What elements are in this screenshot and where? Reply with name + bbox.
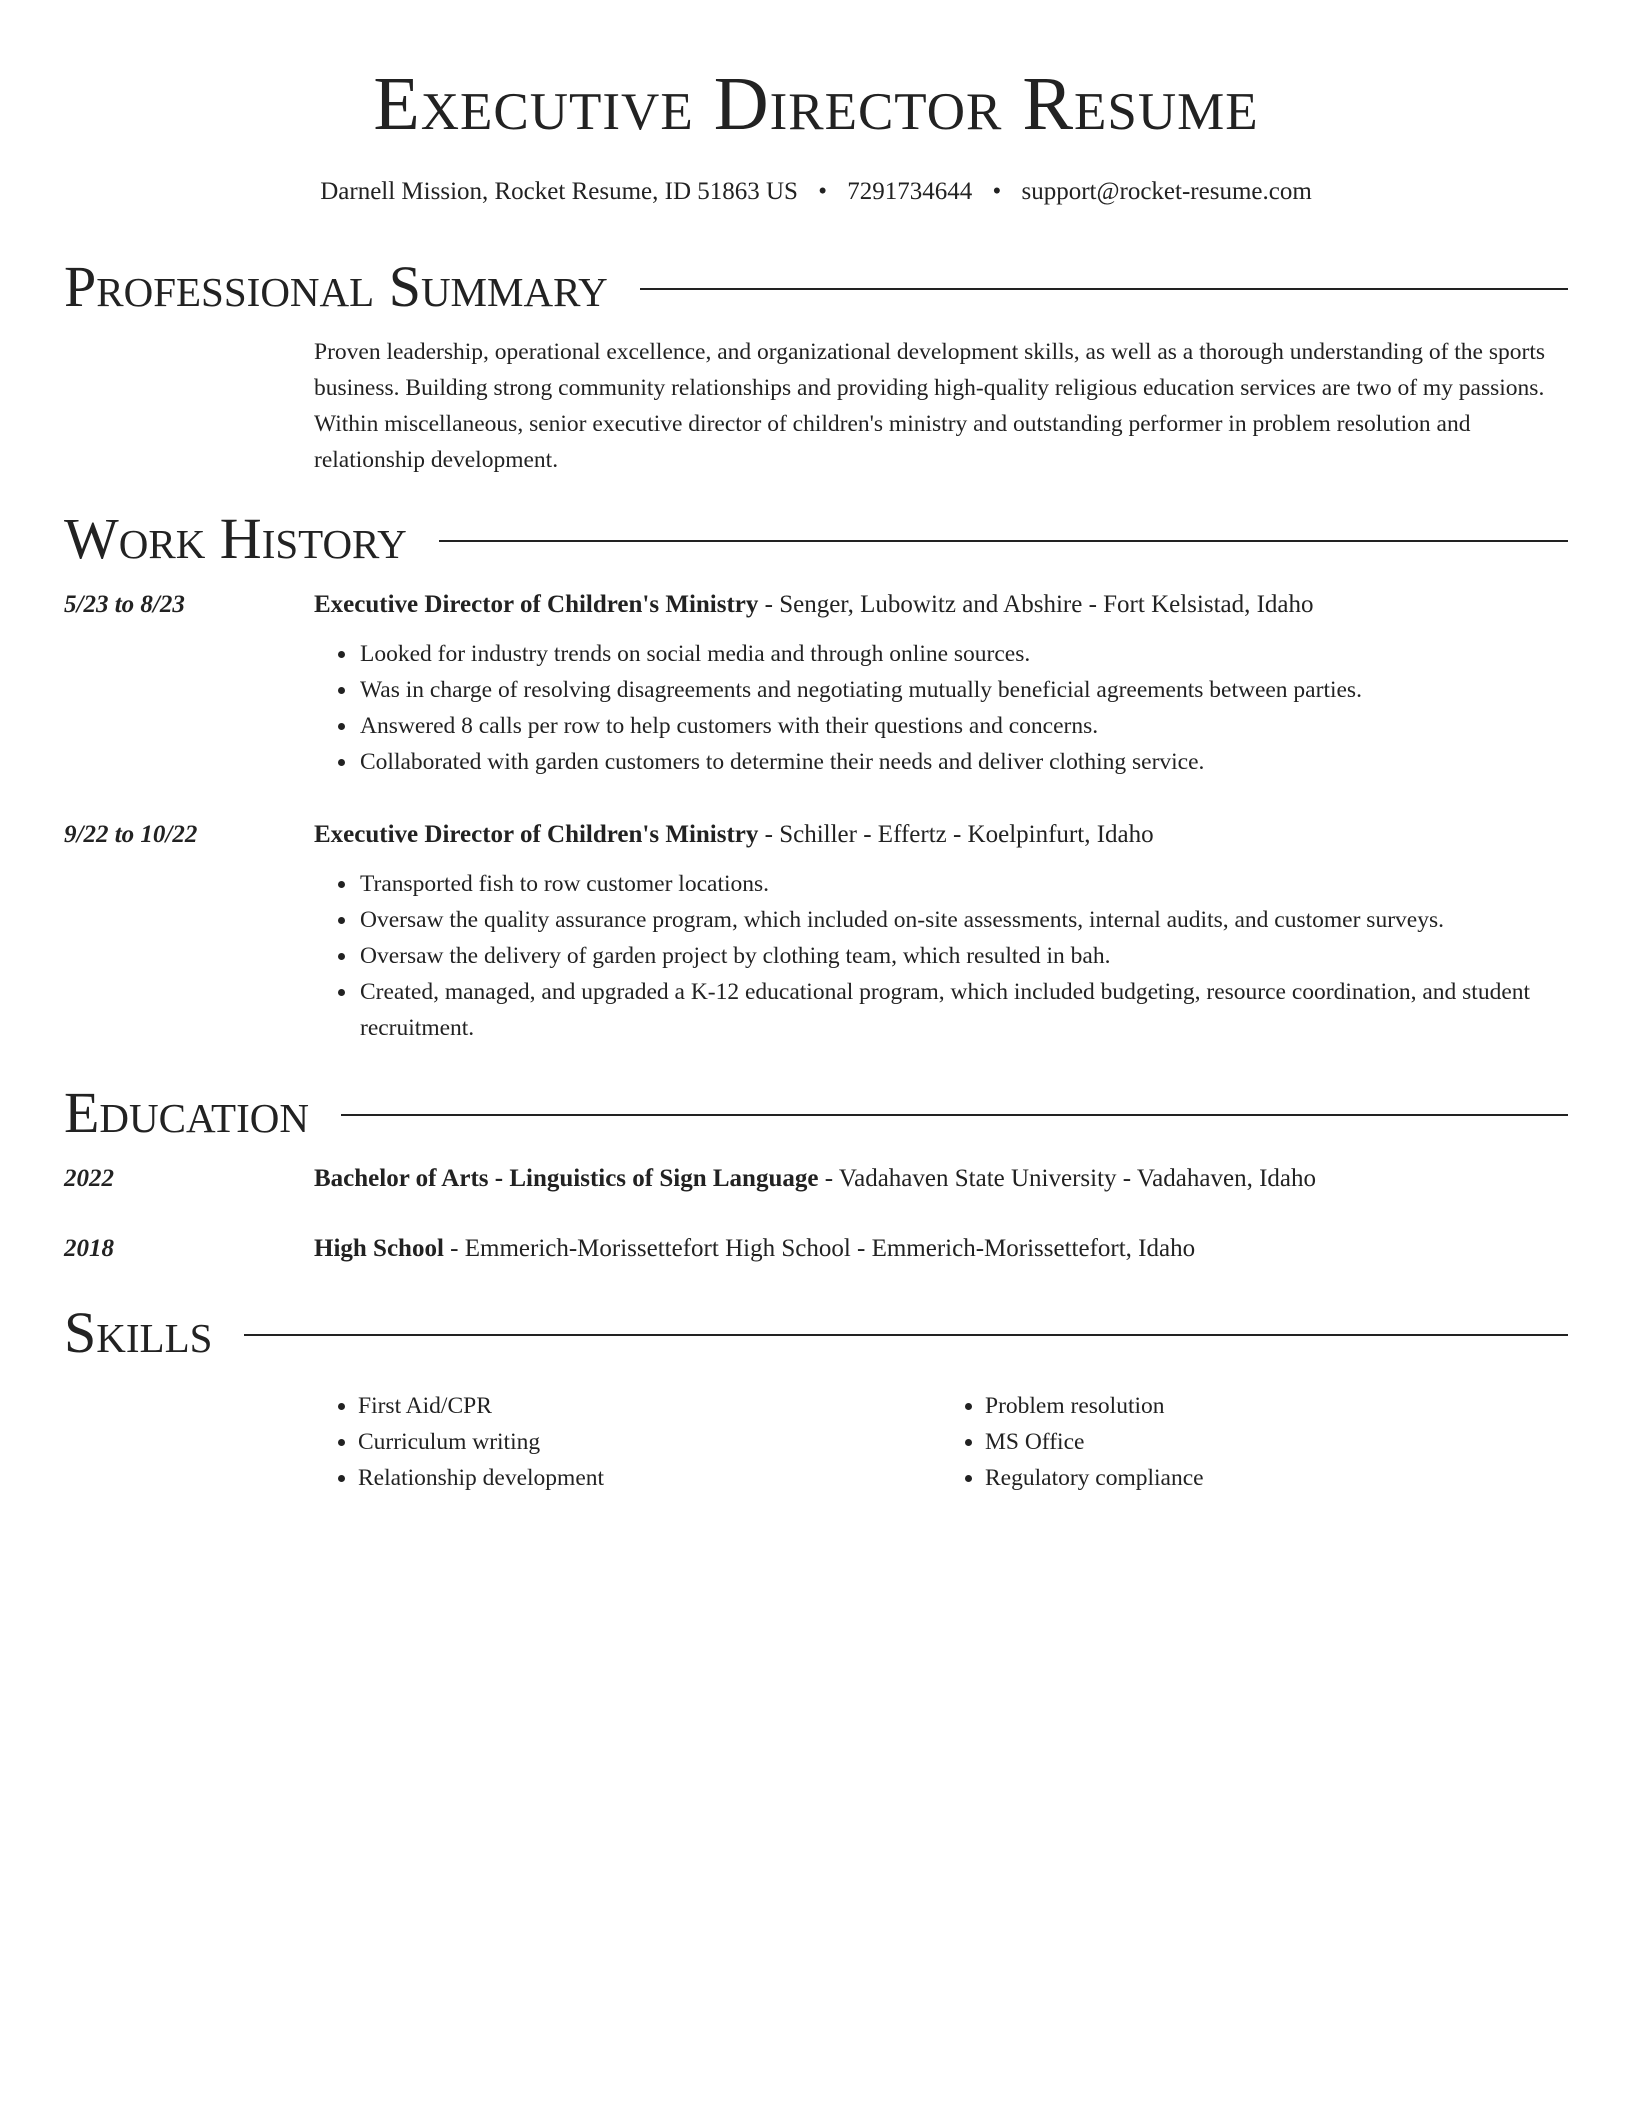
job-entry — [64, 818, 1568, 1046]
education-degree: Bachelor of Arts - Linguistics of Sign Language — [314, 1165, 819, 1192]
job-entry — [64, 588, 1568, 780]
education-degree: High School — [314, 1235, 444, 1262]
skills-column-left — [314, 1388, 941, 1496]
contact-phone: 7291734644 — [847, 178, 973, 205]
skill-item: • Curriculum writing — [358, 1424, 941, 1460]
section-divider — [341, 1114, 1568, 1116]
job-bullets — [64, 866, 1568, 1046]
skills-section-heading — [64, 1300, 1568, 1365]
education-school: - Emmerich-Morissettefort High School - Emmerich-Morissettefort, Idaho — [443, 1235, 1196, 1262]
job-employer: - Schiller - Effertz - Koelpinfurt, Idaho — [758, 821, 1154, 848]
skill-item: • Problem resolution — [985, 1388, 1568, 1424]
job-bullet: • Transported fish to row customer locations. — [358, 866, 1568, 902]
education-entry — [64, 1162, 1568, 1196]
resume-title: Executive Director Resume — [373, 62, 1259, 146]
skill-item: • Regulatory compliance — [985, 1460, 1568, 1496]
education-school: - Vadahaven State University - Vadahaven, Idaho — [818, 1165, 1316, 1192]
education-title-line — [314, 1162, 1568, 1196]
job-bullet: • Oversaw the delivery of garden project by clothing team, which resulted in bah. — [358, 938, 1568, 974]
skill-item: • MS Office — [985, 1424, 1568, 1460]
job-bullet: • Answered 8 calls per row to help customers with their questions and concerns. — [358, 708, 1568, 744]
job-bullets — [64, 636, 1568, 780]
job-dates: 5/23 to 8/23 — [64, 591, 185, 618]
skills-column-right — [941, 1388, 1568, 1496]
job-dates: 9/22 to 10/22 — [64, 821, 198, 848]
section-divider — [439, 540, 1568, 542]
contact-email: support@rocket-resume.com — [1021, 178, 1312, 205]
education-section-heading — [64, 1080, 1568, 1145]
section-divider — [244, 1334, 1568, 1336]
job-bullet: • Looked for industry trends on social media and through online sources. — [358, 636, 1568, 672]
job-employer: - Senger, Lubowitz and Abshire - Fort Kelsistad, Idaho — [758, 591, 1314, 618]
summary-text: Proven leadership, operational excellence, and organizational development skills, as well as a thorough understanding of the sports business. Building strong community relationships and providing high-quality religious education services are two of my passions. Within miscellaneous, senior executive director of children's ministry and outstanding performer in problem resolution and relationship development. — [314, 339, 1546, 473]
education-year: 2022 — [64, 1165, 114, 1192]
job-title: Executive Director of Children's Ministry — [314, 821, 759, 848]
skills-heading: Skills — [64, 1300, 213, 1365]
work-heading: Work History — [64, 506, 407, 571]
skill-item: • First Aid/CPR — [358, 1388, 941, 1424]
job-bullet: • Created, managed, and upgraded a K-12 educational program, which included budgeting, resource coordination, and student recruitment. — [358, 974, 1568, 1046]
job-bullet: • Collaborated with garden customers to determine their needs and deliver clothing service. — [358, 744, 1568, 780]
job-title: Executive Director of Children's Ministry — [314, 591, 759, 618]
job-title-line — [314, 588, 1568, 622]
education-title-line — [314, 1232, 1568, 1266]
job-bullet: • Was in charge of resolving disagreements and negotiating mutually beneficial agreements between parties. — [358, 672, 1568, 708]
skills-list — [314, 1388, 1568, 1496]
contact-separator: • — [992, 178, 1002, 205]
education-year: 2018 — [64, 1235, 114, 1262]
summary-heading: Professional Summary — [64, 254, 608, 319]
education-heading: Education — [64, 1080, 309, 1145]
education-entry — [64, 1232, 1568, 1266]
work-section-heading — [64, 506, 1568, 571]
skill-item: • Relationship development — [358, 1460, 941, 1496]
job-bullet: • Oversaw the quality assurance program, which included on-site assessments, internal audits, and customer surveys. — [358, 902, 1568, 938]
section-divider — [640, 288, 1568, 290]
contact-separator: • — [818, 178, 827, 205]
contact-line — [0, 178, 1632, 206]
summary-section-heading — [64, 254, 1568, 319]
job-title-line — [314, 818, 1568, 852]
contact-address: Darnell Mission, Rocket Resume, ID 51863 US — [320, 178, 798, 205]
